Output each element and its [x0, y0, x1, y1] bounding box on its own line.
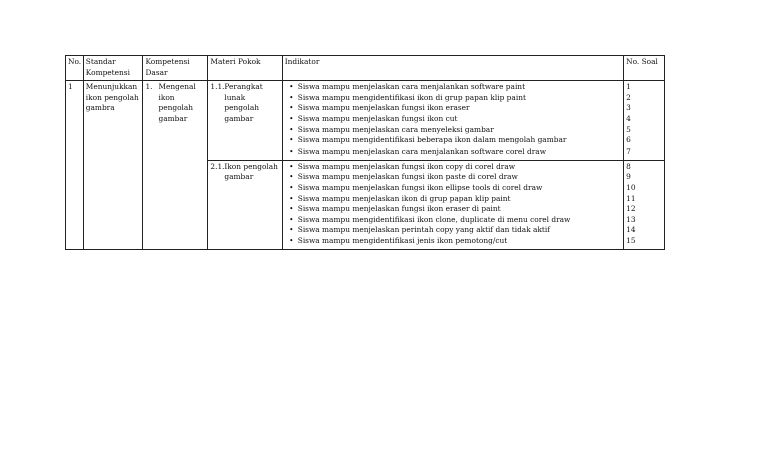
list-item: • Siswa mampu mengidentifikasi beberapa ikon dalam mengolah gambar — [285, 135, 621, 146]
bullet-icon: • — [289, 193, 294, 203]
list-item: 5 — [626, 124, 631, 134]
bullet-icon: • — [289, 214, 294, 224]
list-item: • Siswa mampu menjelaskan ikon di grup papan klip paint — [285, 194, 621, 205]
cell-indikator-2 — [282, 160, 623, 249]
table-row — [66, 81, 665, 161]
bullet-icon: • — [289, 147, 294, 157]
indikator-list — [285, 162, 621, 247]
header-materi-pokok: Materi Pokok — [208, 56, 282, 81]
list-item: • Siswa mampu menjelaskan fungsi ikon eraser — [285, 103, 621, 114]
materi-text: Ikon pengolah gambar — [224, 161, 278, 182]
bullet-icon: • — [289, 92, 294, 102]
list-item: 13 — [626, 214, 636, 224]
header-no-soal: No. Soal — [624, 56, 665, 81]
kompetensi-number: 1. — [145, 82, 153, 92]
list-item: • Siswa mampu mengidentifikasi ikon clone, duplicate di menu corel draw — [285, 215, 621, 226]
list-item: 14 — [626, 225, 636, 235]
bullet-icon: • — [289, 225, 294, 235]
list-item: • Siswa mampu menjelaskan fungsi ikon paste di corel draw — [285, 172, 621, 183]
bullet-icon: • — [289, 161, 294, 171]
cell-materi-pokok-1 — [208, 81, 282, 161]
bullet-icon: • — [289, 172, 294, 182]
list-item: 15 — [626, 236, 636, 245]
bullet-icon: • — [289, 135, 294, 145]
no-soal-list — [626, 162, 662, 247]
list-item: • Siswa mampu menjelaskan fungsi ikon ellipse tools di corel draw — [285, 183, 621, 194]
list-item: 8 — [626, 161, 631, 171]
materi-number: 2.1. — [210, 161, 225, 171]
list-item: 1 — [626, 82, 631, 92]
list-item: 7 — [626, 147, 631, 157]
bullet-icon: • — [289, 124, 294, 134]
list-item: • Siswa mampu menjelaskan fungsi ikon eraser di paint — [285, 204, 621, 215]
no-soal-list — [626, 82, 662, 158]
list-item: • Siswa mampu menjelaskan fungsi ikon copy di corel draw — [285, 162, 621, 173]
bullet-icon: • — [289, 113, 294, 123]
list-item: 6 — [626, 135, 631, 145]
bullet-icon: • — [289, 103, 294, 113]
list-item: • Siswa mampu menjelaskan cara menyeleksi gambar — [285, 125, 621, 136]
bullet-icon: • — [289, 236, 294, 245]
bullet-icon: • — [289, 204, 294, 214]
cell-indikator-1 — [282, 81, 623, 161]
list-item: • Siswa mampu menjelaskan fungsi ikon cut — [285, 114, 621, 125]
cell-kompetensi-dasar — [143, 81, 208, 249]
list-item: • Siswa mampu menjelaskan cara menjalankan software paint — [285, 82, 621, 93]
cell-standar-kompetensi: Menunjukkan ikon pengolah gambra — [83, 81, 143, 249]
cell-no-soal-2 — [624, 160, 665, 249]
list-item: • Siswa mampu mengidentifikasi ikon di grup papan klip paint — [285, 93, 621, 104]
kompetensi-text: Mengenal ikon pengolah gambar — [158, 82, 196, 123]
cell-no-soal-1 — [624, 81, 665, 161]
list-item: 11 — [626, 193, 636, 203]
list-item: 4 — [626, 113, 631, 123]
bullet-icon: • — [289, 183, 294, 193]
cell-materi-pokok-2 — [208, 160, 282, 249]
kisi-kisi-table — [65, 55, 665, 250]
header-standar-kompetensi: Standar Kompetensi — [83, 56, 143, 81]
list-item: • Siswa mampu mengidentifikasi jenis ikon pemotong/cut — [285, 236, 621, 247]
header-indikator: Indikator — [282, 56, 623, 81]
list-item: 3 — [626, 103, 631, 113]
cell-no: 1 — [66, 81, 84, 249]
list-item: • Siswa mampu menjelaskan perintah copy yang aktif dan tidak aktif — [285, 225, 621, 236]
list-item: • Siswa mampu menjelaskan cara menjalankan software corel draw — [285, 147, 621, 158]
materi-number: 1.1. — [210, 82, 225, 92]
indikator-list — [285, 82, 621, 158]
materi-text: Perangkat lunak pengolah gambar — [224, 82, 263, 123]
list-item: 2 — [626, 92, 631, 102]
list-item: 9 — [626, 172, 631, 182]
list-item: 10 — [626, 183, 636, 193]
header-no: No. — [66, 56, 84, 81]
list-item: 12 — [626, 204, 636, 214]
header-kompetensi-dasar: Kompetensi Dasar — [143, 56, 208, 81]
table-header-row — [66, 56, 665, 81]
bullet-icon: • — [289, 82, 294, 92]
